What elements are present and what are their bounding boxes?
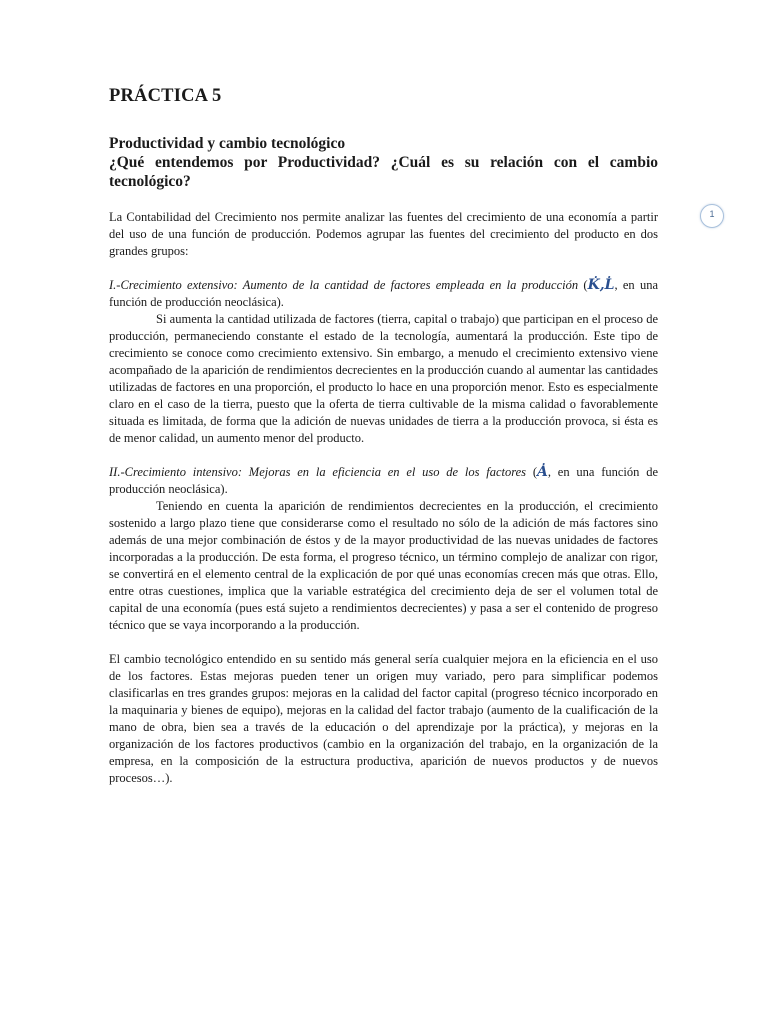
intensive-growth-heading	[109, 464, 658, 498]
extensive-growth-body: Si aumenta la cantidad utilizada de factores (tierra, capital o trabajo) que participan en el proceso de producción, permaneciendo constante el estado de la tecnología, aumentará la producción. Este tipo de crecimiento se conoce como crecimiento extensivo. Sin embargo, a menudo el crecimiento extensivo viene acompañado de la aparición de rendimientos decrecientes en la producción cuando al aumentar las cantidades utilizadas de factores en una proporción, el producto lo hace en una proporción menor. Esto es especialmente claro en el caso de la tierra, puesto que la oferta de tierra cultivable de la misma calidad o favorablemente situada es limitada, de forma que la adición de nuevas unidades de tierra a la producción provoca, si ésta es de menor calidad, un aumento menor del producto.	[109, 312, 658, 445]
section-heading: Productividad y cambio tecnológico	[109, 135, 346, 152]
question-heading: ¿Qué entendemos por Productividad? ¿Cuál es su relación con el cambio tecnológico?	[109, 154, 658, 190]
extensive-growth-after: , en una función de producción neoclásica).	[109, 278, 659, 309]
intro-paragraph: La Contabilidad del Crecimiento nos permite analizar las fuentes del crecimiento de una economía a partir del uso de una función de producción. Podemos agrupar las fuentes del crecimiento del producto en dos grandes grupos:	[109, 210, 658, 258]
intensive-growth-lead: II.-Crecimiento intensivo: Mejoras en la eficiencia en el uso de los factores	[109, 465, 527, 479]
page-title: PRÁCTICA 5	[109, 86, 222, 106]
intensive-growth-body: Teniendo en cuenta la aparición de rendimientos decrecientes en la producción, el crecimiento sostenido a largo plazo tiene que considerarse como el resultado no sólo de la adición de más factores sino además de una mejor combinación de éstos y de la mayor productividad de las nuevas unidades de factores incorporadas a la producción. De esta forma, el progreso técnico, un término complejo de analizar con rigor, se convertirá en el elemento central de la explicación de por qué unas economías crecen más que otras. Ello, entre otras cuestiones, implica que la variable estratégica del crecimiento deja de ser el volumen total de capital de una economía (pues está sujeto a rendimientos decrecientes) y pasa a ser el contenido de progreso técnico que se vaya incorporando a la producción.	[109, 499, 658, 632]
comment-marker-icon[interactable]: 1	[700, 204, 724, 228]
document-page	[109, 84, 658, 787]
extensive-growth-heading	[109, 277, 658, 311]
intensive-growth-after: , en una función de producción neoclásica).	[109, 465, 658, 496]
extensive-growth-symbols: K̇,L̇	[587, 277, 615, 293]
intensive-open-paren: (	[532, 465, 538, 479]
extensive-growth-lead: I.-Crecimiento extensivo: Aumento de la cantidad de factores empleada en la producción	[109, 278, 579, 292]
extensive-open-paren: (	[583, 278, 588, 292]
closing-paragraph: El cambio tecnológico entendido en su sentido más general sería cualquier mejora en la eficiencia en el uso de los factores. Estas mejoras pueden tener un origen muy variado, pero para simplificar podemos clasificarlas en tres grandes grupos: mejoras en la calidad del factor capital (progreso técnico incorporado en la maquinaria y bienes de equipo), mejoras en la calidad del factor trabajo (aumento de la cualificación de la mano de obra, bien sea a través de la educación o del aprendizaje por la práctica), y mejoras en la organización de los factores productivos (cambio en la organización del trabajo, en la organización de la empresa, en la composición de la estructura productiva, aparición de nuevos productos y de nuevos procesos…).	[109, 652, 658, 785]
intensive-growth-symbol: Ȧ	[537, 464, 548, 480]
